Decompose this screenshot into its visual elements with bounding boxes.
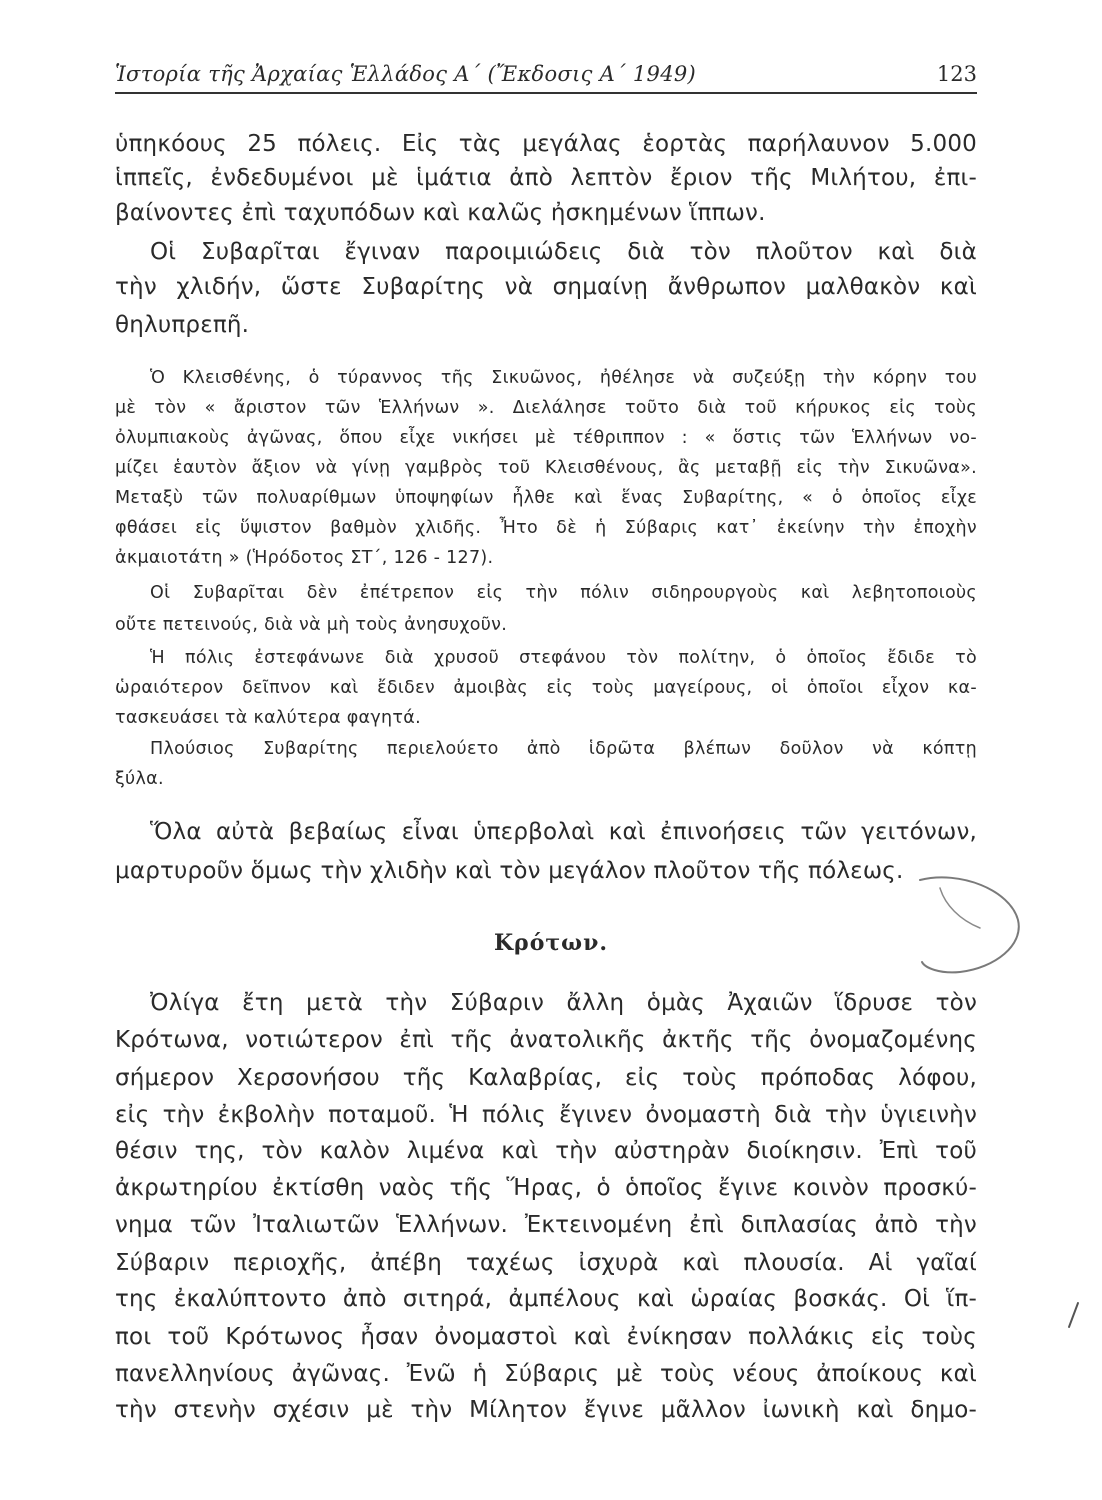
- text-line: ὀλυμπιακοὺς ἀγῶνας, ὅπου εἶχε νικήσει μὲ τέθριππον : « ὅστις τῶν Ἑλλήνων νο-: [115, 428, 977, 448]
- text-line: Ὀλίγα ἔτη μετὰ τὴν Σύβαριν ἄλλη ὁμὰς Ἀχαιῶν ἵδρυσε τὸν: [150, 990, 977, 1016]
- text-line: Οἱ Συβαρῖται δὲν ἐπέτρεπον εἰς τὴν πόλιν σιδηρουργοὺς καὶ λεβητοποιοὺς: [150, 583, 977, 603]
- text-line: τὴν χλιδήν, ὥστε Συβαρίτης νὰ σημαίνῃ ἄνθρωπον μαλθακὸν καὶ: [115, 274, 977, 300]
- text-line: Μεταξὺ τῶν πολυαρίθμων ὑποψηφίων ἦλθε καὶ ἕνας Συβαρίτης, « ὁ ὁποῖος εἶχε: [115, 488, 977, 508]
- page-number: 123: [936, 62, 977, 86]
- text-line: Πλούσιος Συβαρίτης περιελούετο ἀπὸ ἱδρῶτα βλέπων δοῦλον νὰ κόπτῃ: [150, 739, 977, 759]
- text-line: ξύλα.: [115, 769, 164, 789]
- text-line: ἱππεῖς, ἐνδεδυμένοι μὲ ἱμάτια ἀπὸ λεπτὸν ἔριον τῆς Μιλήτου, ἐπι-: [115, 165, 977, 191]
- text-line: πανελληνίους ἀγῶνας. Ἐνῶ ἡ Σύβαρις μὲ τοὺς νέους ἀποίκους καὶ: [115, 1361, 977, 1387]
- text-line: μίζει ἑαυτὸν ἄξιον νὰ γίνῃ γαμβρὸς τοῦ Κλεισθένους, ἂς μεταβῇ εἰς τὴν Σικυῶνα».: [115, 458, 977, 478]
- text-line: Ὅλα αὐτὰ βεβαίως εἶναι ὑπερβολαὶ καὶ ἐπινοήσεις τῶν γειτόνων,: [150, 819, 977, 845]
- text-line: τὴν στενὴν σχέσιν μὲ τὴν Μίλητον ἔγινε μᾶλλον ἰωνικὴ καὶ δημο-: [115, 1397, 977, 1423]
- text-line: ἀκρωτηρίου ἐκτίσθη ναὸς τῆς Ἥρας, ὁ ὁποῖος ἔγινε κοινὸν προσκύ-: [115, 1175, 977, 1201]
- text-line: θέσιν της, τὸν καλὸν λιμένα καὶ τὴν αὐστηρὰν διοίκησιν. Ἐπὶ τοῦ: [115, 1138, 977, 1164]
- text-line: Σύβαριν περιοχῆς, ἀπέβη ταχέως ἰσχυρὰ καὶ πλουσία. Αἱ γαῖαί: [115, 1250, 977, 1276]
- text-line: εἰς τὴν ἐκβολὴν ποταμοῦ. Ἡ πόλις ἔγινεν ὀνομαστὴ διὰ τὴν ὑγιεινὴν: [115, 1102, 977, 1128]
- text-line: ὡραιότερον δεῖπνον καὶ ἔδιδεν ἀμοιβὰς εἰς τοὺς μαγείρους, οἱ ὁποῖοι εἶχον κα-: [115, 678, 977, 698]
- pencil-scribble-mark: [900, 850, 1040, 990]
- text-line: ὑπηκόους 25 πόλεις. Εἰς τὰς μεγάλας ἑορτὰς παρήλαυνον 5.000: [115, 131, 977, 157]
- text-line: ἀκμαιοτάτη » (Ἡρόδοτος ΣΤ΄, 126 - 127).: [115, 548, 494, 568]
- text-line: βαίνοντες ἐπὶ ταχυπόδων καὶ καλῶς ἠσκημένων ἵππων.: [115, 200, 766, 226]
- section-heading: Κρότων.: [493, 930, 609, 956]
- text-line: της ἐκαλύπτοντο ἀπὸ σιτηρά, ἀμπέλους καὶ ὡραίας βοσκάς. Οἱ ἵπ-: [115, 1286, 977, 1312]
- text-line: φθάσει εἰς ὕψιστον βαθμὸν χλιδῆς. Ἦτο δὲ ἡ Σύβαρις κατ᾿ ἐκείνην τὴν ἐποχὴν: [115, 518, 977, 538]
- text-line: θηλυπρεπῆ.: [115, 312, 250, 338]
- text-line: μαρτυροῦν ὅμως τὴν χλιδὴν καὶ τὸν μεγάλον πλοῦτον τῆς πόλεως.: [115, 858, 904, 884]
- text-line: μὲ τὸν « ἄριστον τῶν Ἑλλήνων ». Διελάλησε τοῦτο διὰ τοῦ κήρυκος εἰς τοὺς: [115, 398, 977, 418]
- text-line: οὔτε πετεινούς, διὰ νὰ μὴ τοὺς ἀνησυχοῦν.: [115, 615, 508, 635]
- text-line: Ἡ πόλις ἐστεφάνωνε διὰ χρυσοῦ στεφάνου τὸν πολίτην, ὁ ὁποῖος ἔδιδε τὸ: [150, 648, 977, 668]
- text-line: νημα τῶν Ἰταλιωτῶν Ἑλλήνων. Ἐκτεινομένη ἐπὶ διπλασίας ἀπὸ τὴν: [115, 1212, 977, 1238]
- text-line: τασκευάσει τὰ καλύτερα φαγητά.: [115, 708, 421, 728]
- text-line: σήμερον Χερσονήσου τῆς Καλαβρίας, εἰς τοὺς πρόποδας λόφου,: [115, 1065, 977, 1091]
- text-line: Ὁ Κλεισθένης, ὁ τύραννος τῆς Σικυῶνος, ἠθέλησε νὰ συζεύξῃ τὴν κόρην του: [150, 368, 977, 388]
- pencil-tick-mark: [1064, 1300, 1084, 1330]
- text-line: Κρότωνα, νοτιώτερον ἐπὶ τῆς ἀνατολικῆς ἀκτῆς τῆς ὀνομαζομένης: [115, 1027, 977, 1053]
- text-line: ποι τοῦ Κρότωνος ἦσαν ὀνομαστοὶ καὶ ἐνίκησαν πολλάκις εἰς τοὺς: [115, 1324, 977, 1350]
- text-line: Οἱ Συβαρῖται ἔγιναν παροιμιώδεις διὰ τὸν πλοῦτον καὶ διὰ: [150, 239, 977, 265]
- running-header: [115, 56, 977, 94]
- header-title: Ἱστορία τῆς Ἀρχαίας Ἑλλάδος Α΄ (Ἔκδοσις Α΄ 1949): [115, 62, 697, 86]
